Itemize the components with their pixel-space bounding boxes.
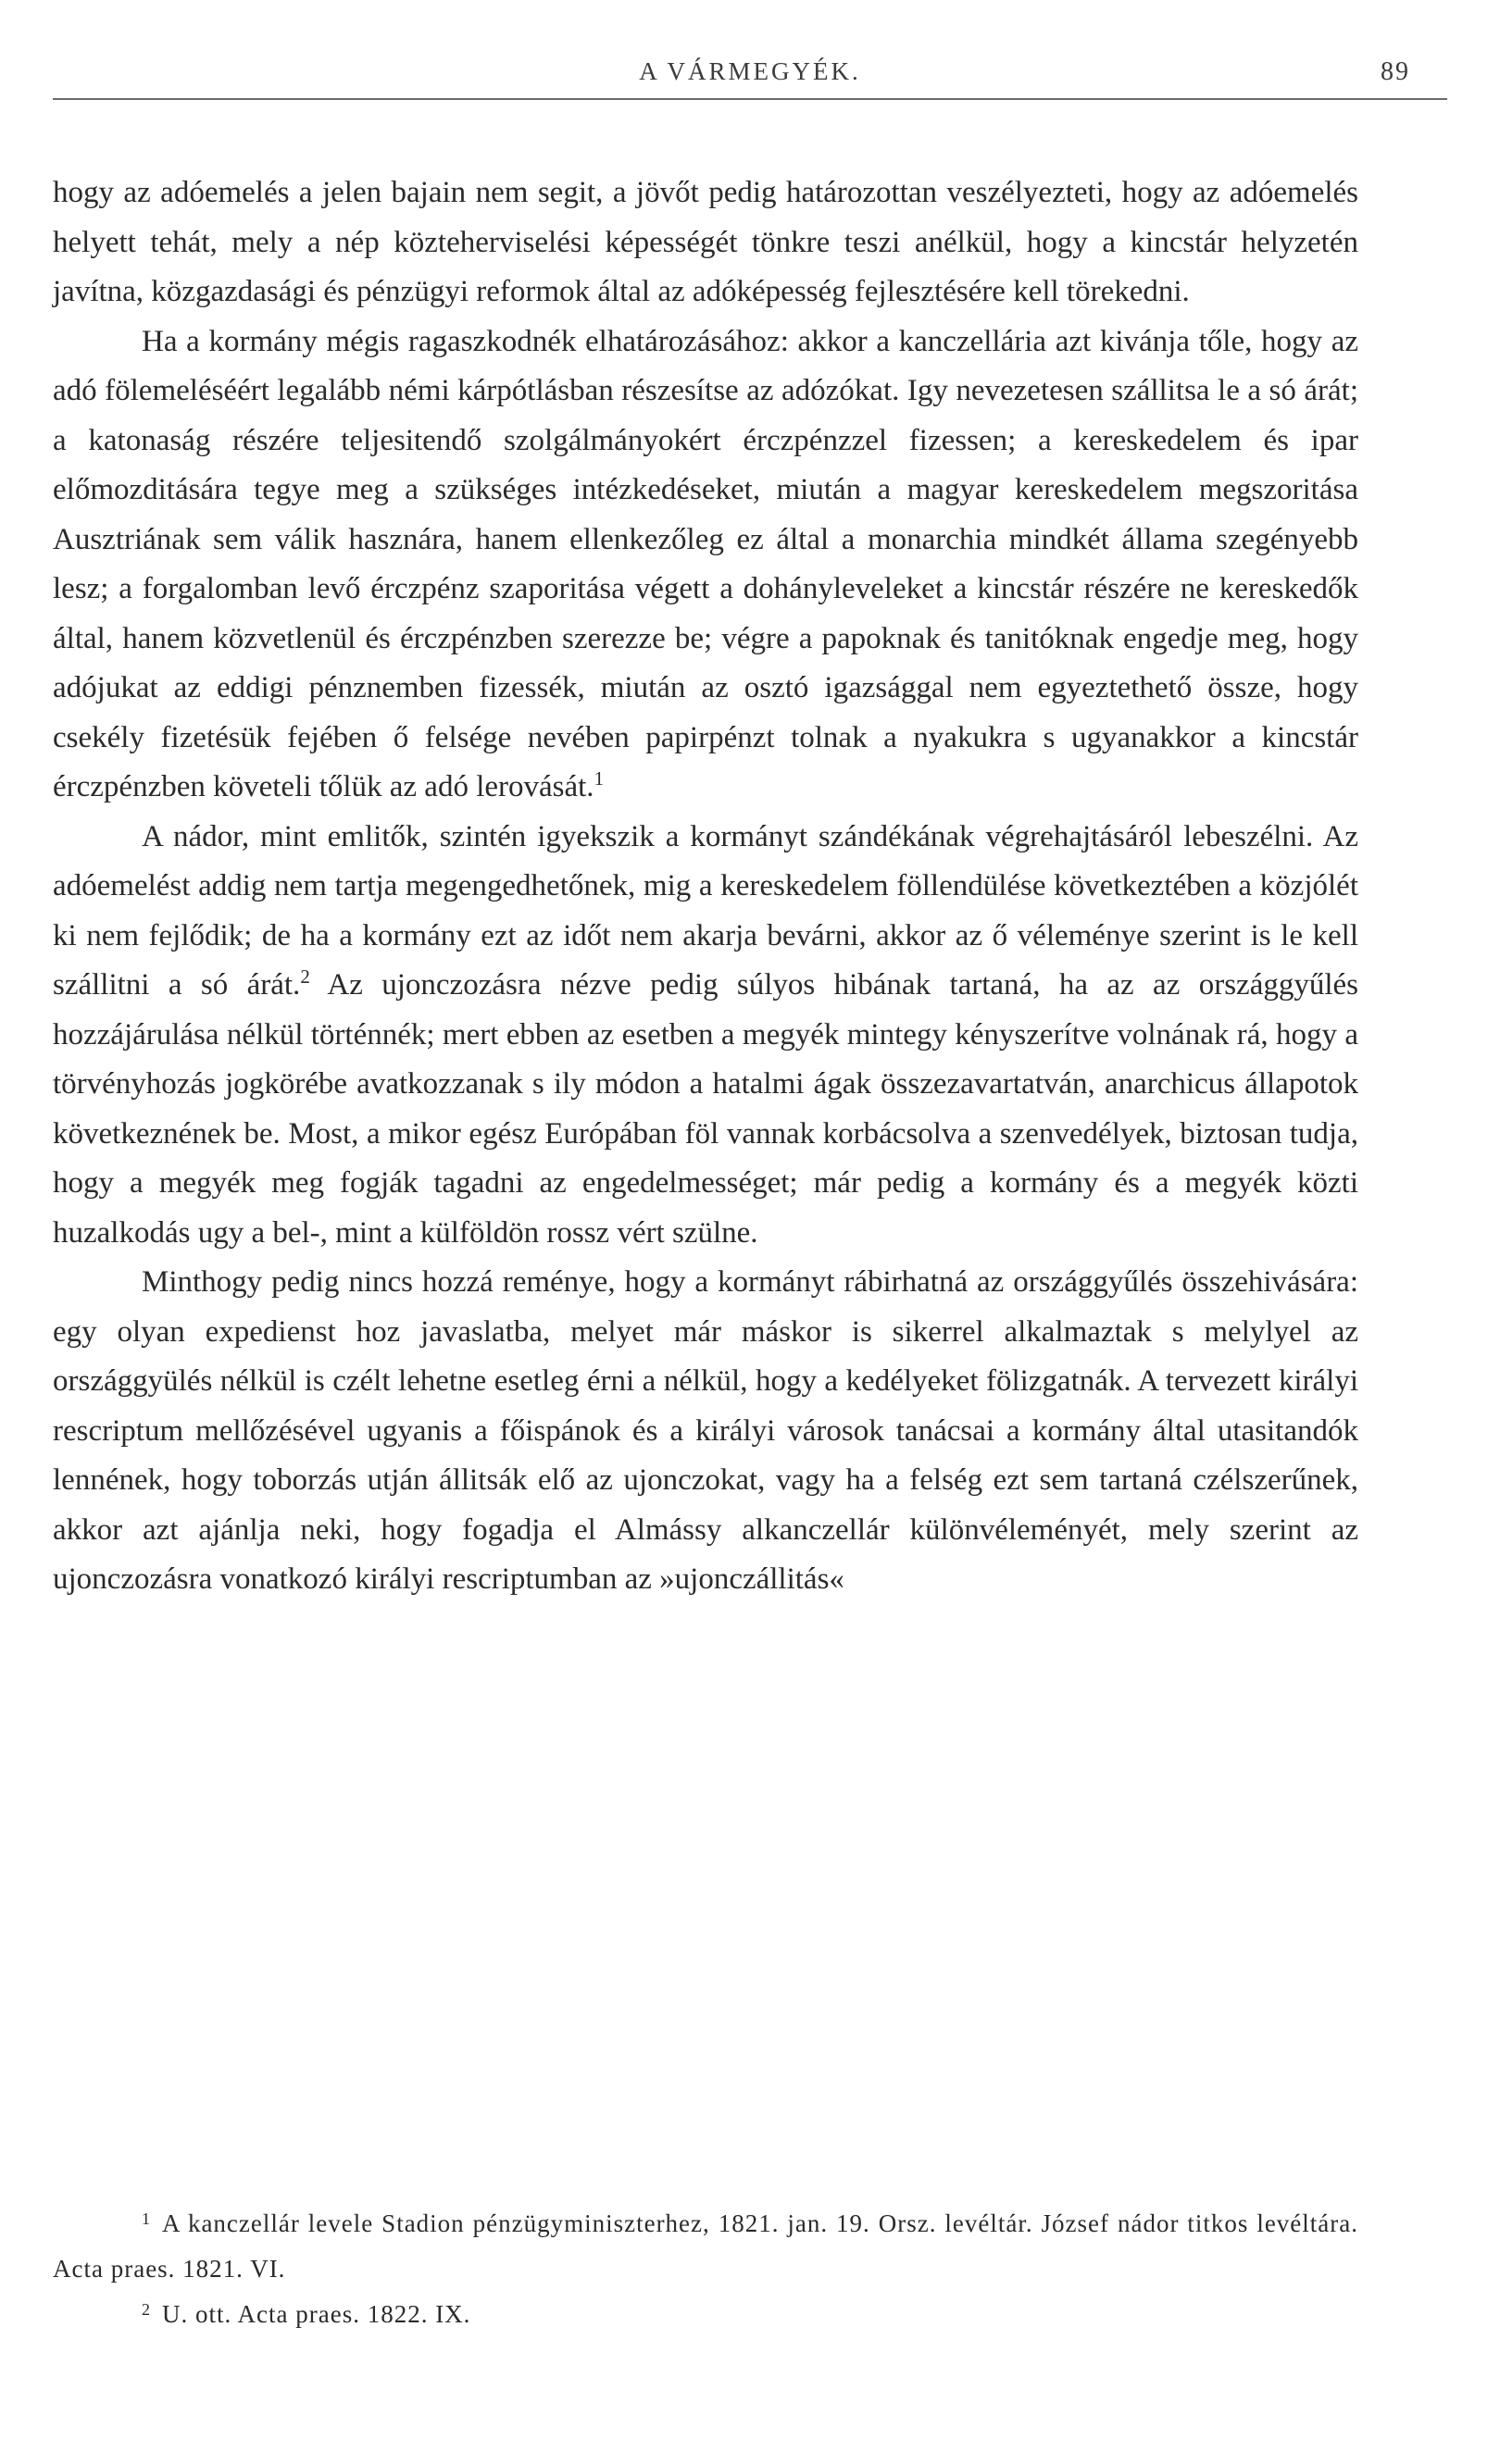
page-number: 89 <box>1381 57 1410 86</box>
paragraph-text: Az ujonczozásra nézve pedig súlyos hibának tartaná, ha az az országgyűlés hozzájárulása nélkül történnék; mert ebben az esetben a megyék mintegy kényszerítve volnának rá, hogy a törvényhozás jogkörébe avatkozzanak s ily módon a hatalmi ágak összezavartatván, anarchicus állapotok következnének be. Most, a mikor egész Európában föl vannak korbácsolva a szenvedélyek, biztosan tudja, hogy a megyék meg fogják tagadni az engedelmességet; már pedig a kormány és a megyék közti huzalkodás ugy a bel-, mint a külföldön rossz vért szülne. <box>53 968 1358 1250</box>
footnote-1 <box>53 2201 1358 2292</box>
paragraph-3 <box>53 813 1358 1259</box>
footnotes <box>53 2201 1358 2337</box>
running-head <box>53 57 1447 94</box>
paragraph-4 <box>53 1258 1358 1605</box>
footnote-mark: 2 <box>142 2300 151 2319</box>
paragraph-text: hogy az adóemelés a jelen bajain nem segit, a jövőt pedig határozottan veszélyezteti, hogy az adóemelés helyett tehát, mely a nép közteherviselési képességét tönkre teszi anélkül, hogy a kincstár helyzetén javítna, közgazdasági és pénzügyi reformok által az adóképesség fejlesztésére kell törekedni. <box>53 176 1358 308</box>
footnote-2 <box>53 2292 1358 2337</box>
footnote-text: A kanczellár levele Stadion pénzügyminiszterhez, 1821. jan. 19. Orsz. levéltár. József nádor titkos levéltára. Acta praes. 1821. VI. <box>53 2209 1358 2283</box>
paragraph-text: Minthogy pedig nincs hozzá reménye, hogy a kormányt rábirhatná az országgyűlés összehivására: egy olyan expedienst hoz javaslatba, melyet már máskor is sikerrel alkalmaztak s melylyel az országgyülés nélkül is czélt lehetne esetleg érni a nélkül, hogy a kedélyeket fölizgatnák. A tervezett királyi rescriptum mellőzésével ugyanis a főispánok és a királyi városok tanácsai a kormány által utasitandók lennének, hogy toborzás utján állitsák elő az ujonczokat, vagy ha a felség ezt sem tartaná czélszerűnek, akkor azt ajánlja neki, hogy fogadja el Almássy alkanczellár különvéleményét, mely szerint az ujonczozásra vonatkozó királyi rescriptumban az »ujonczállitás« <box>53 1265 1358 1596</box>
running-title: A VÁRMEGYÉK. <box>639 57 861 85</box>
paragraph-1 <box>53 168 1358 317</box>
paragraph-text: Ha a kormány mégis ragaszkodnék elhatározásához: akkor a kanczellária azt kivánja tőle, hogy az adó fölemeléséért legalább némi kárpótlásban részesítse az adózókat. Igy nevezetesen szállitsa le a só árát; a katonaság részére teljesitendő szolgálmányokért érczpénzzel fizessen; a kereskedelem és ipar előmozditására tegye meg a szükséges intézkedéseket, miután a magyar kereskedelem megszoritása Ausztriának sem válik hasznára, hanem ellenkezőleg ez által a monarchia mindkét állama szegényebb lesz; a forgalomban levő érczpénz szaporitása végett a dohányleveleket a kincstár részére ne kereskedők által, hanem közvetlenül és érczpénzben szerezze be; végre a papoknak és tanitóknak engedje meg, hogy adójukat az eddigi pénznemben fizessék, miután az osztó igazsággal nem egyeztethető össze, hogy csekély fizetésük fejében ő felsége nevében papirpénzt tolnak a nyakukra s ugyanakkor a kincstár érczpénzben követeli tőlük az adó lerovását. <box>53 324 1358 803</box>
footnote-mark: 1 <box>142 2209 151 2228</box>
paragraph-2 <box>53 317 1358 813</box>
footnote-text: U. ott. Acta praes. 1822. IX. <box>162 2300 471 2328</box>
footnote-reference: 2 <box>300 965 310 988</box>
body-text <box>53 168 1358 1605</box>
header-rule <box>53 98 1447 100</box>
footnote-reference: 1 <box>594 767 605 790</box>
paragraph-text: A nádor, mint emlitők, szintén igyekszik a kormányt szándékának végrehajtásáról lebeszélni. Az adóemelést addig nem tartja megengedhetőnek, mig a kereskedelem föllendülése következtében a közjólét ki nem fejlődik; de ha a kormány ezt az időt nem akarja bevárni, akkor az ő véleménye szerint is le kell szállitni a só árát. <box>53 819 1358 1002</box>
